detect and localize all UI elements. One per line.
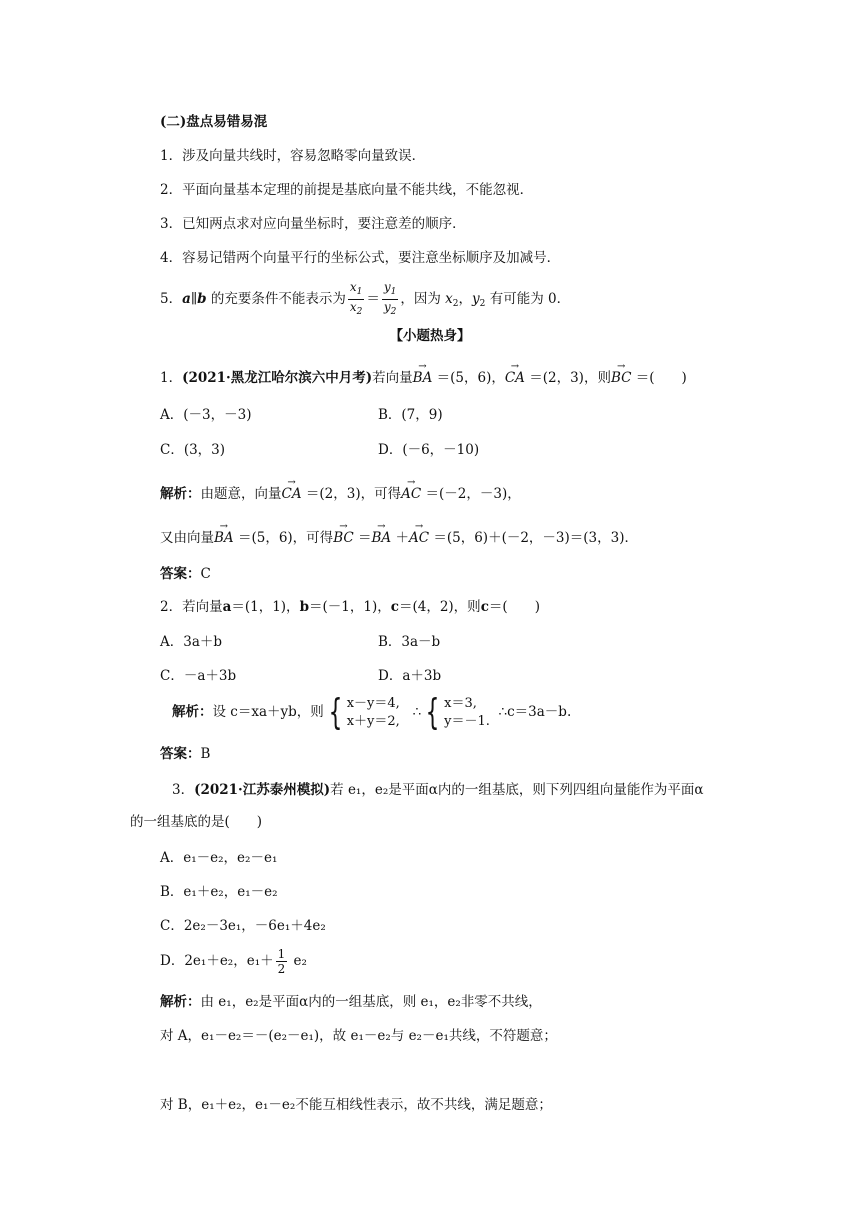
q1-analysis-line2: 又由向量→ BA ＝(5，6)，可得→ BC ＝→ BA ＋→ AC ＝(5，6)＋(－2，－3)＝(3，3)． [160,528,638,548]
q1-option-c: C．(3，3) [160,442,226,458]
q2-answer: 答案：B [160,746,211,762]
left-brace: { [328,691,343,733]
equation-system-1: x－y＝4, x＋y＝2, [346,695,400,729]
q1-analysis-line1: 解析：由题意，向量→ CA ＝(2，3)，可得→ AC ＝(－2，－3)， [160,484,521,504]
q2-analysis: 解析：设 c＝xa＋yb，则 { x－y＝4, x＋y＝2, ∴ { x＝3, y＝－1. ∴c＝3a－b. [172,691,572,733]
list-item: 4．容易记错两个向量平行的坐标公式，要注意坐标顺序及加减号． [160,250,561,266]
q3-option-b: B．e₁＋e₂，e₁－e₂ [160,884,278,900]
fraction-y1-y2: $\frac{y_1}{y_2}$ [383,280,397,317]
q3-option-c: C．2e₂－3e₁，－6e₁＋4e₂ [160,918,326,934]
vector-BA: → BA [413,368,433,388]
q3-stem-line2: 的一组基底的是( ) [130,814,263,830]
q3-analysis-line2: 对 A，e₁－e₂＝－(e₂－e₁)，故 e₁－e₂与 e₂－e₁共线，不符题意； [160,1028,557,1044]
q3-option-a: A．e₁－e₂，e₂－e₁ [160,850,278,866]
q3-analysis-line3: 对 B，e₁＋e₂，e₁－e₂不能互相线性表示，故不共线，满足题意； [160,1097,552,1113]
fraction-x1-x2: $\frac{x_1}{x_2}$ [349,280,363,317]
q2-option-d: D．a＋3b [378,668,442,684]
section-title: (二)盘点易错易混 [160,114,268,130]
list-item: 1．涉及向量共线时，容易忽略零向量致误． [160,148,426,164]
warmup-title: 【小题热身】 [389,328,471,344]
q1-option-b: B．(7，9) [378,407,443,423]
q1-answer: 答案：C [160,566,211,582]
q3-stem-line1: 3．(2021·江苏泰州模拟)若 e₁，e₂是平面α内的一组基底，则下列四组向量能作为平面α [172,782,704,798]
list-item: 3．已知两点求对应向量坐标时，要注意差的顺序． [160,216,466,232]
q1-stem: 1．(2021·黑龙江哈尔滨六中月考)若向量→ BA ＝(5，6)，→ CA ＝(2，3)，则→ BC ＝( ) [160,368,687,388]
q1-option-a: A．(－3，－3) [160,407,252,423]
vector-CA: → CA [505,368,525,388]
fraction-one-half: $\frac{1}{2}$ [277,947,286,976]
left-brace: { [425,691,440,733]
q2-option-a: A．3a＋b [160,634,223,650]
list-item-5: 5．a∥b 的充要条件不能表示为 $\frac{x_1}{x_2}$ ＝ $\frac{y_1}{y_2}$ ，因为 $x_2$，$y_2$ 有可能为 0． [160,280,571,317]
q2-stem: 2．若向量a＝(1，1)，b＝(－1，1)，c＝(4，2)，则c＝( ) [160,599,540,615]
list-item: 2．平面向量基本定理的前提是基底向量不能共线，不能忽视． [160,182,534,198]
q2-option-c: C．－a＋3b [160,668,237,684]
vector-BC: → BC [611,368,632,388]
q1-option-d: D．(－6，－10) [378,442,480,458]
q3-analysis-line1: 解析：由 e₁，e₂是平面α内的一组基底，则 e₁，e₂非零不共线， [160,994,542,1010]
q2-option-b: B．3a－b [378,634,441,650]
q3-option-d: D．2e₁＋e₂，e₁＋ $\frac{1}{2}$ e₂ [160,947,307,976]
equation-system-2: x＝3, y＝－1. [444,695,490,729]
